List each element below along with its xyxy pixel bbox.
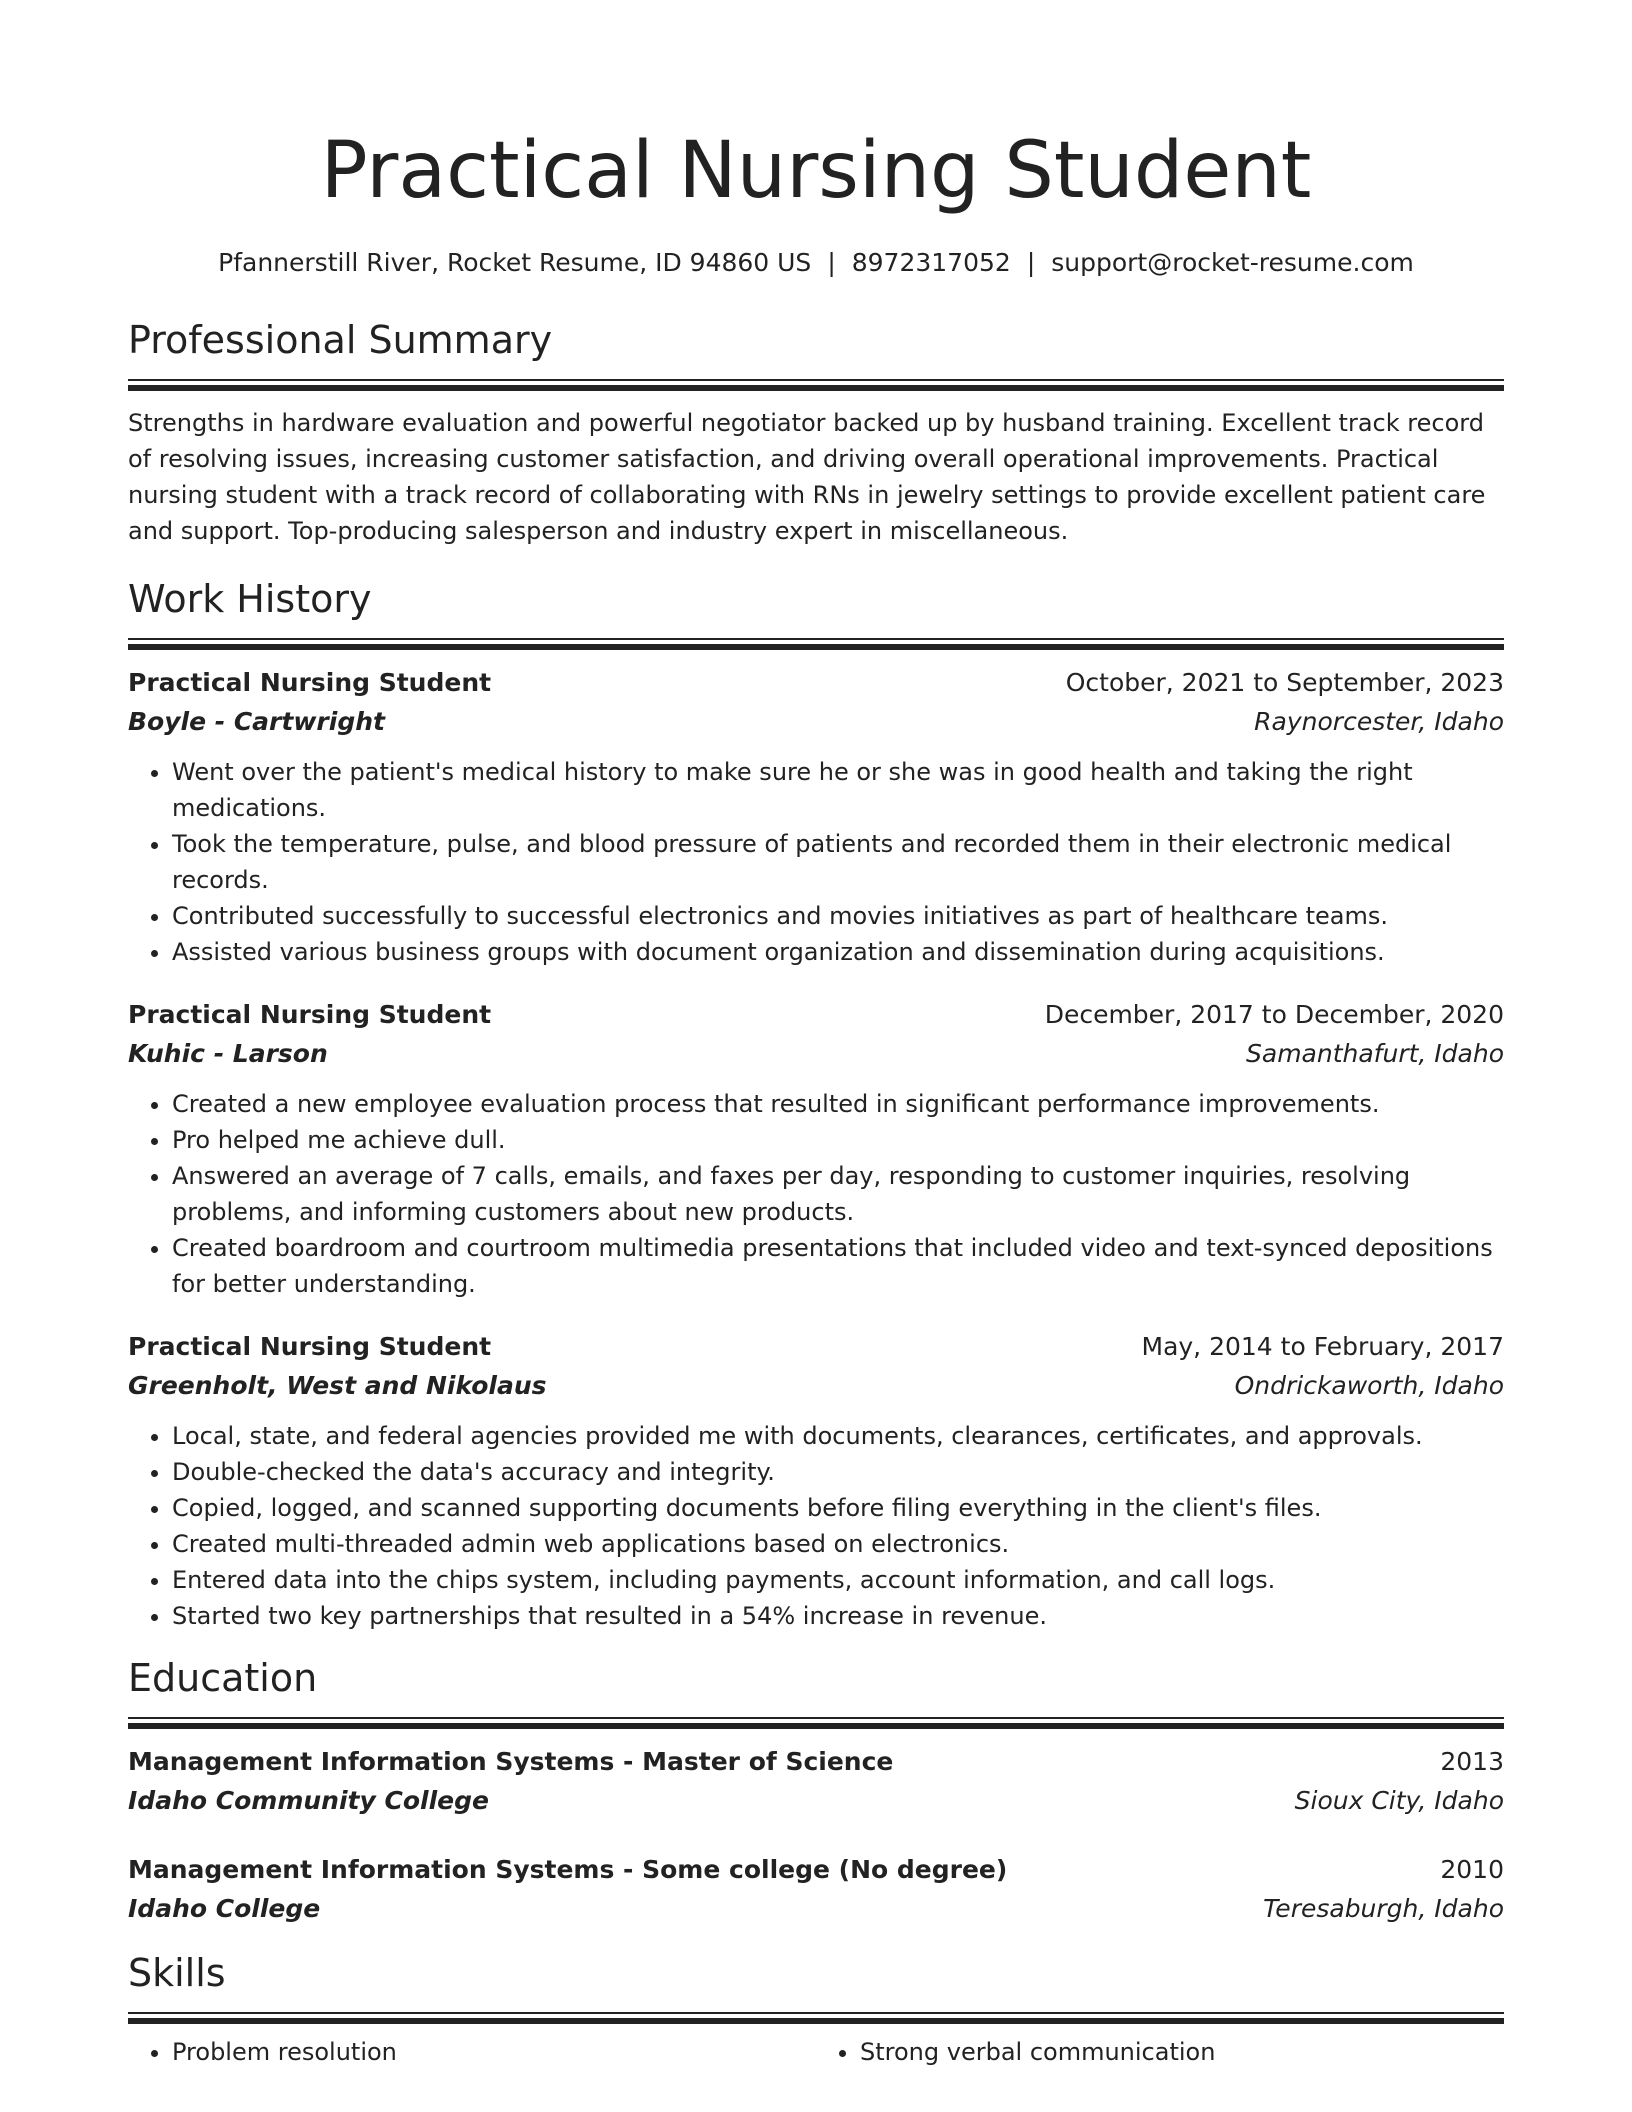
contact-line: [128, 246, 1504, 280]
list-item: • Created boardroom and courtroom multimedia presentations that included video and text-synced depositions for better understanding.: [172, 1230, 1504, 1302]
job-company: Boyle - Cartwright: [128, 707, 385, 736]
section-divider: [128, 638, 1504, 650]
job-dates: December, 2017 to December, 2020: [1044, 1000, 1504, 1029]
education-school-row: [128, 1889, 1504, 1929]
education-entry: [128, 1851, 1504, 1929]
candidate-name: Practical Nursing Student: [320, 126, 1312, 216]
job-dates: October, 2021 to September, 2023: [1065, 668, 1504, 697]
list-item: • Took the temperature, pulse, and blood pressure of patients and recorded them in their electronic medical records.: [172, 826, 1504, 898]
list-item: • Copied, logged, and scanned supporting documents before filing everything in the client's files.: [172, 1490, 1504, 1526]
contact-phone: 8972317052: [851, 248, 1011, 277]
education-entry: [128, 1743, 1504, 1821]
list-item: • Started two key partnerships that resulted in a 54% increase in revenue.: [172, 1598, 1504, 1634]
job-title: Practical Nursing Student: [128, 668, 492, 697]
job-company-row: [128, 1366, 1504, 1406]
job-title: Practical Nursing Student: [128, 1000, 492, 1029]
section-divider: [128, 379, 1504, 391]
job-dates: May, 2014 to February, 2017: [1141, 1332, 1504, 1361]
job-bullets: [128, 1086, 1504, 1302]
list-item: • Double-checked the data's accuracy and integrity.: [172, 1454, 1504, 1490]
contact-separator: |: [827, 248, 836, 277]
skills-heading: Skills: [128, 1951, 226, 1995]
education-year: 2013: [1440, 1747, 1504, 1776]
education-heading: Education: [128, 1656, 318, 1700]
summary-section: [128, 316, 1504, 549]
list-item: • Created multi-threaded admin web applications based on electronics.: [172, 1526, 1504, 1562]
job-header-row: [128, 1328, 1504, 1366]
job-bullets: [128, 1418, 1504, 1634]
job-entry: [128, 1328, 1504, 1634]
education-location: Teresaburgh, Idaho: [1263, 1894, 1504, 1923]
list-item: • Went over the patient's medical history to make sure he or she was in good health and taking the right medications.: [172, 754, 1504, 826]
work-history-heading: Work History: [128, 577, 372, 621]
list-item: • Entered data into the chips system, including payments, account information, and call logs.: [172, 1562, 1504, 1598]
skills-column-left: [128, 2034, 816, 2070]
section-divider: [128, 1717, 1504, 1729]
job-header-row: [128, 996, 1504, 1034]
skill-item: • Problem resolution: [172, 2034, 816, 2070]
skill-item: • Strong verbal communication: [860, 2034, 1504, 2070]
list-item: • Answered an average of 7 calls, emails, and faxes per day, responding to customer inquiries, resolving problems, and informing customers about new products.: [172, 1158, 1504, 1230]
job-company-row: [128, 1034, 1504, 1074]
contact-address: Pfannerstill River, Rocket Resume, ID 94860 US: [218, 248, 812, 277]
job-company: Kuhic - Larson: [128, 1039, 328, 1068]
list-item: • Local, state, and federal agencies provided me with documents, clearances, certificates, and approvals.: [172, 1418, 1504, 1454]
education-section: [128, 1654, 1504, 1929]
job-company-row: [128, 702, 1504, 742]
list-item: • Pro helped me achieve dull.: [172, 1122, 1504, 1158]
summary-text: Strengths in hardware evaluation and powerful negotiator backed up by husband training. Excellent track record of resolving issues, increasing customer satisfaction, and driving overall operational improvements. Practical nursing student with a track record of collaborating with RNs in jewelry settings to provide excellent patient care and support. Top-producing salesperson and industry expert in miscellaneous.: [128, 409, 1486, 545]
job-entry: [128, 664, 1504, 970]
skills-grid: [128, 2034, 1504, 2070]
summary-heading: Professional Summary: [128, 318, 553, 362]
job-bullets: [128, 754, 1504, 970]
education-school: Idaho College: [128, 1894, 321, 1923]
job-location: Ondrickaworth, Idaho: [1234, 1371, 1504, 1400]
education-degree: Management Information Systems - Master of Science: [128, 1747, 894, 1776]
education-location: Sioux City, Idaho: [1294, 1786, 1504, 1815]
job-location: Raynorcester, Idaho: [1254, 707, 1504, 736]
job-company: Greenholt, West and Nikolaus: [128, 1371, 547, 1400]
list-item: • Contributed successfully to successful electronics and movies initiatives as part of healthcare teams.: [172, 898, 1504, 934]
education-school: Idaho Community College: [128, 1786, 489, 1815]
job-header-row: [128, 664, 1504, 702]
list-item: • Created a new employee evaluation process that resulted in significant performance improvements.: [172, 1086, 1504, 1122]
contact-email: support@rocket-resume.com: [1051, 248, 1414, 277]
job-title: Practical Nursing Student: [128, 1332, 492, 1361]
education-degree: Management Information Systems - Some college (No degree): [128, 1855, 1008, 1884]
skills-column-right: [816, 2034, 1504, 2070]
section-divider: [128, 2012, 1504, 2024]
education-header-row: [128, 1851, 1504, 1889]
skills-section: [128, 1949, 1504, 2070]
education-school-row: [128, 1781, 1504, 1821]
job-entry: [128, 996, 1504, 1302]
list-item: • Assisted various business groups with document organization and dissemination during acquisitions.: [172, 934, 1504, 970]
job-location: Samanthafurt, Idaho: [1246, 1039, 1504, 1068]
education-year: 2010: [1440, 1855, 1504, 1884]
work-history-section: [128, 575, 1504, 1634]
contact-separator: |: [1026, 248, 1036, 277]
education-header-row: [128, 1743, 1504, 1781]
